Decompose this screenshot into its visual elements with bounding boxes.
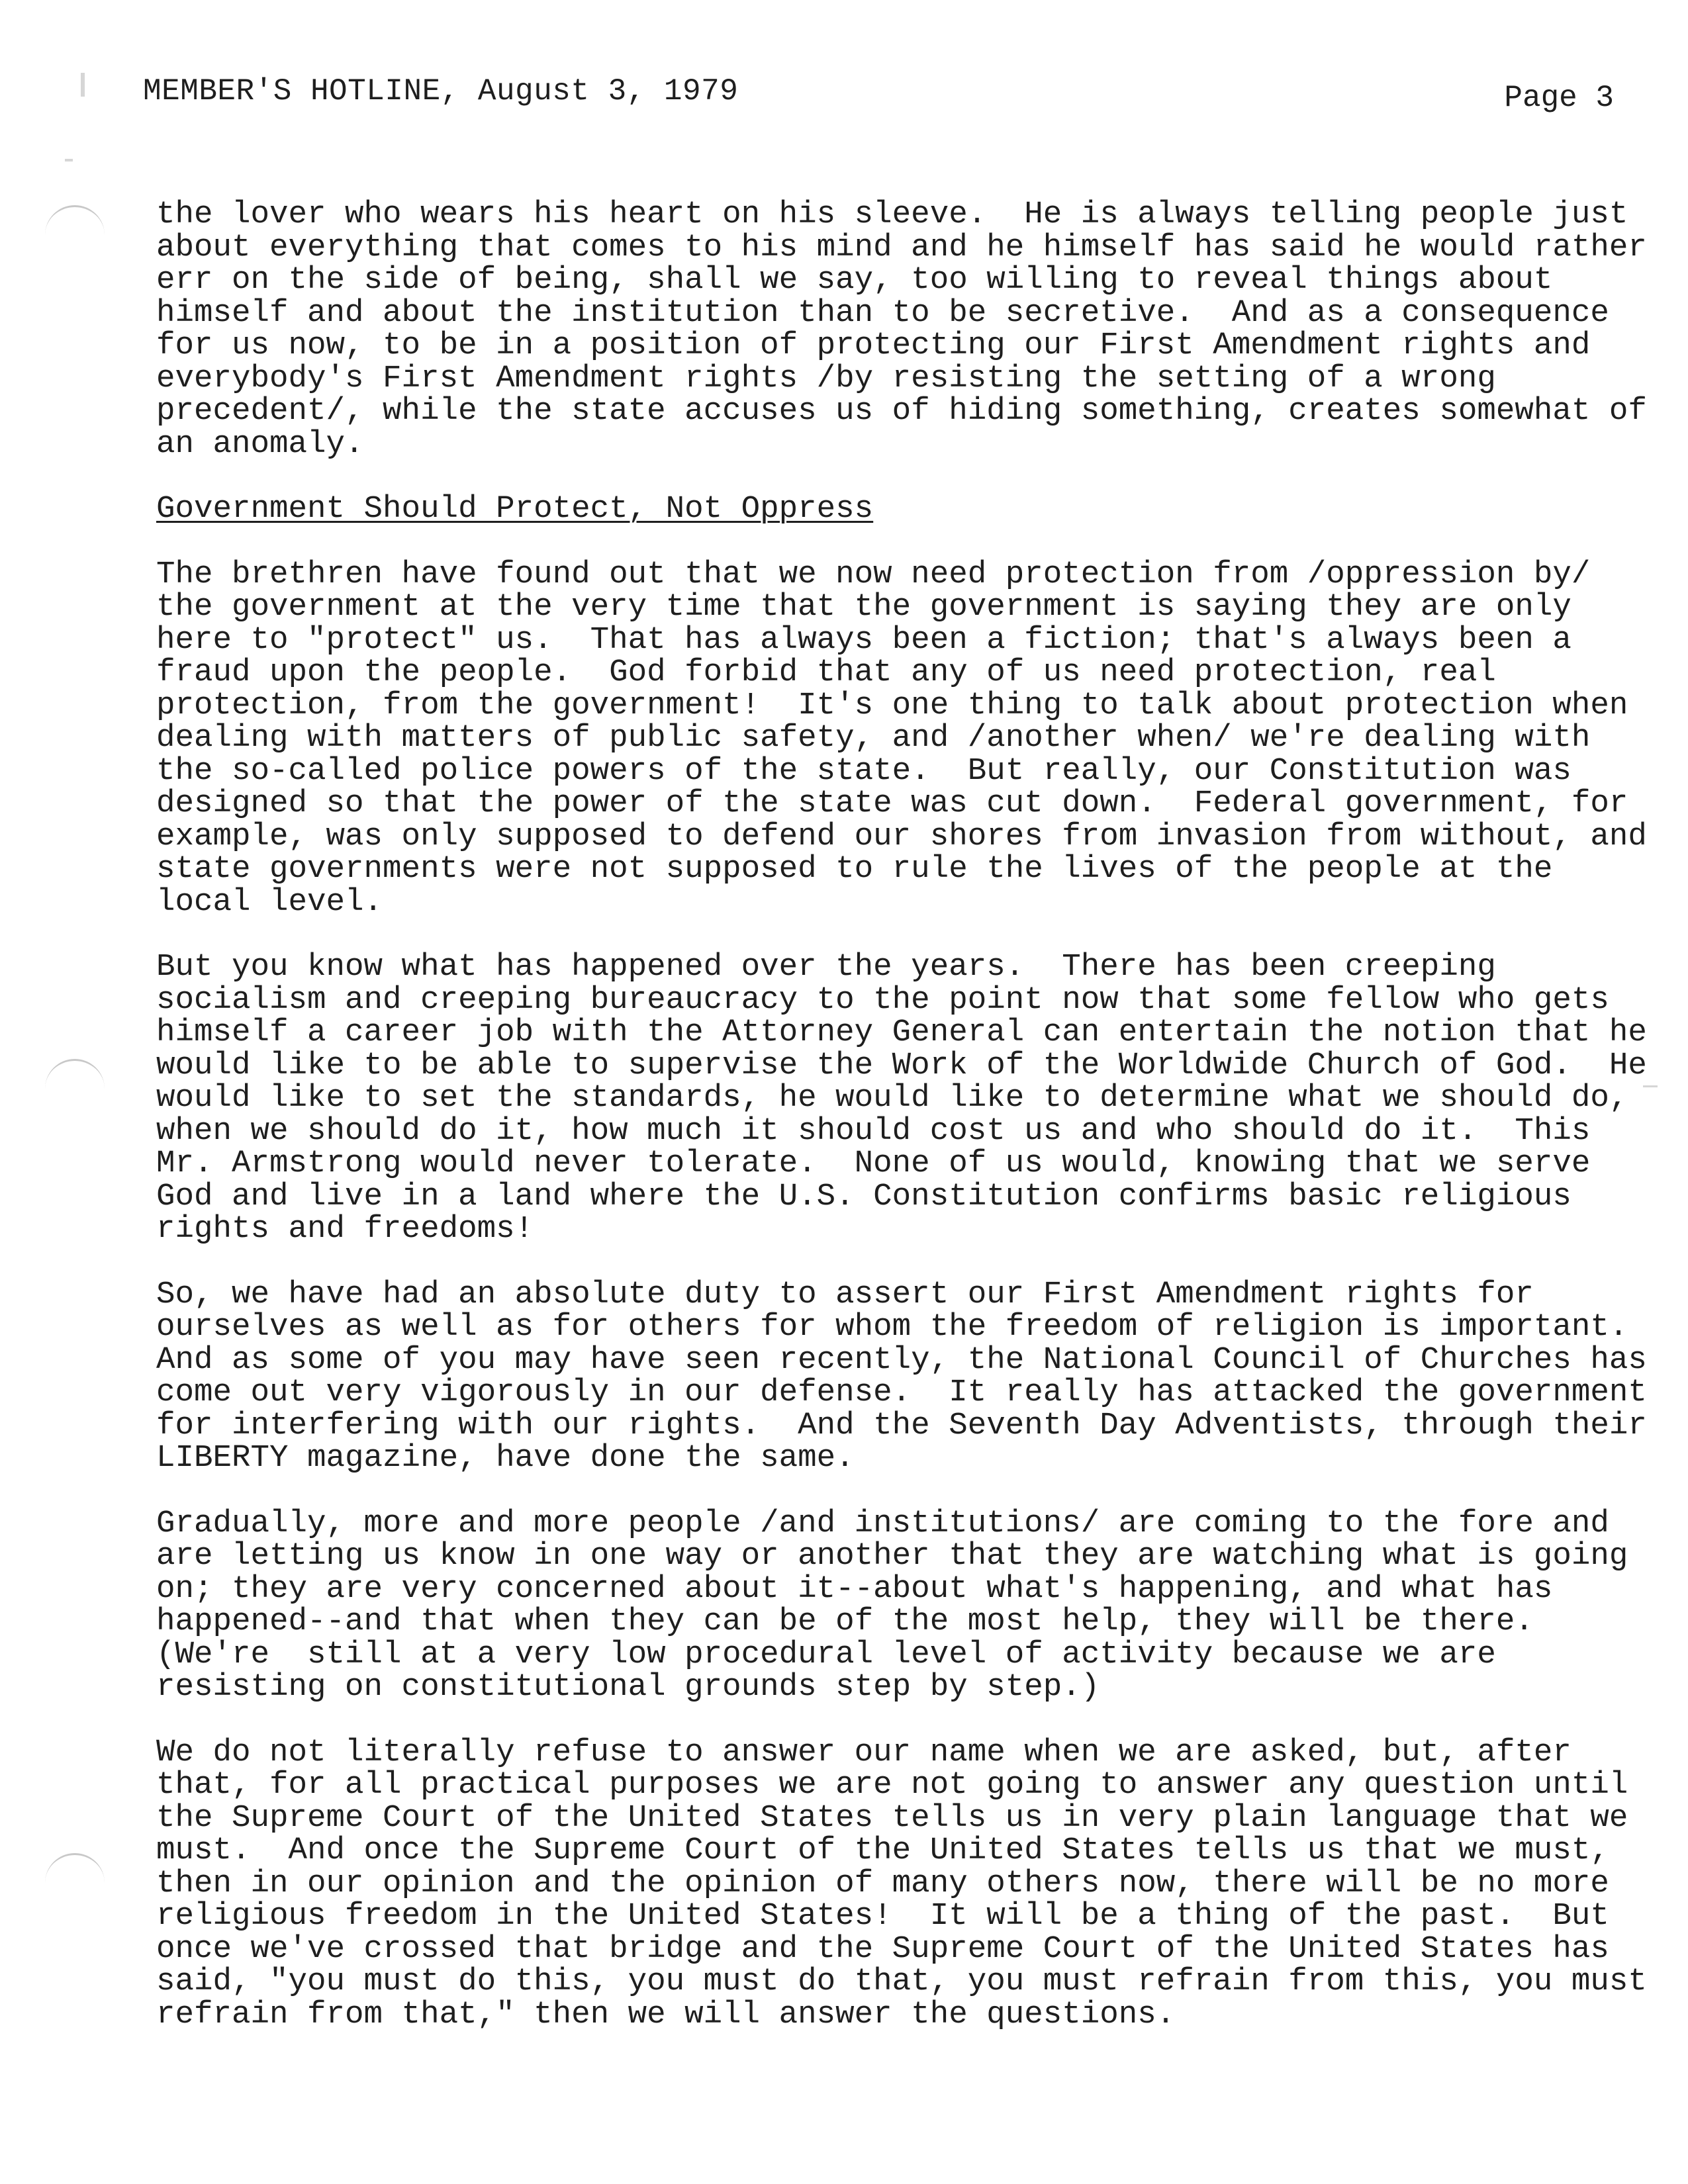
binder-hole-mark: [45, 1059, 105, 1094]
paragraph-5: Gradually, more and more people /and institutions/ are coming to the fore and are letting us know in one way or another that they are watching what is going on; they are very concerned about it--about what's happening, and what has happened--and that when they can be of the most help, they will be there. (We're still at a very low procedural level of activity because we are resisting on constitutional grounds step by step.): [156, 1505, 1647, 1705]
paragraph-6: We do not literally refuse to answer our name when we are asked, but, after that, for all practical purposes we are not going to answer any question until the Supreme Court of the United States tells us in very plain language that we must. And once the Supreme Court of the United States tells us that we must, then in our opinion and the opinion of many others now, there will be no more religious freedom in the United States! It will be a thing of the past. But once we've crossed that bridge and the Supreme Court of the United States has said, "you must do this, you must do that, you must refrain from this, you must refrain from that," then we will answer the questions.: [156, 1734, 1666, 2032]
scan-artifact: [81, 73, 85, 97]
binder-hole-mark: [45, 1853, 105, 1888]
section-heading: Government Should Protect, Not Oppress: [156, 491, 874, 527]
binder-hole-mark: [45, 205, 105, 240]
paragraph-3: But you know what has happened over the years. There has been creeping socialism and creeping bureaucracy to the point now that some fellow who gets himself a career job with the Attorney General can entertain the notion that he would like to be able to supervise the Work of the Worldwide Church of God. He would like to set the standards, he would like to determine what we should do, when we should do it, how much it should cost us and who should do it. This Mr. Armstrong would never tolerate. None of us would, knowing that we serve God and live in a land where the U.S. Constitution confirms basic religious rights and freedoms!: [156, 949, 1666, 1247]
paragraph-4: So, we have had an absolute duty to assert our First Amendment rights for ourselves as well as for others for whom the freedom of religion is important. And as some of you may have seen recently, the National Council of Churches has come out very vigorously in our defense. It really has attacked the government for interfering with our rights. And the Seventh Day Adventists, through their LIBERTY magazine, have done the same.: [156, 1276, 1666, 1476]
paragraph-2: The brethren have found out that we now need protection from /oppression by/ the government at the very time that the government is saying they are only here to "protect" us. That has always been a fiction; that's always been a fraud upon the people. God forbid that any of us need protection, real protection, from the government! It's one thing to talk about protection when dealing with matters of public safety, and /another when/ we're dealing with the so-called police powers of the state. But really, our Constitution was designed so that the power of the state was cut down. Federal government, for example, was only supposed to defend our shores from invasion from without, and state governments were not supposed to rule the lives of the people at the local level.: [156, 556, 1666, 920]
newsletter-header-title: MEMBER'S HOTLINE, August 3, 1979: [143, 74, 739, 109]
scan-artifact: [65, 159, 73, 161]
article-body: [156, 197, 1666, 2064]
page-number: Page 3: [1504, 81, 1614, 115]
paragraph-1: the lover who wears his heart on his sleeve. He is always telling people just about everything that comes to his mind and he himself has said he would rather err on the side of being, shall we say, too willing to reveal things about himself and about the institution than to be secretive. And as a consequence for us now, to be in a position of protecting our First Amendment rights and everybody's First Amendment rights /by resisting the setting of a wrong precedent/, while the state accuses us of hiding something, creates somewhat of an anomaly.: [156, 197, 1666, 462]
